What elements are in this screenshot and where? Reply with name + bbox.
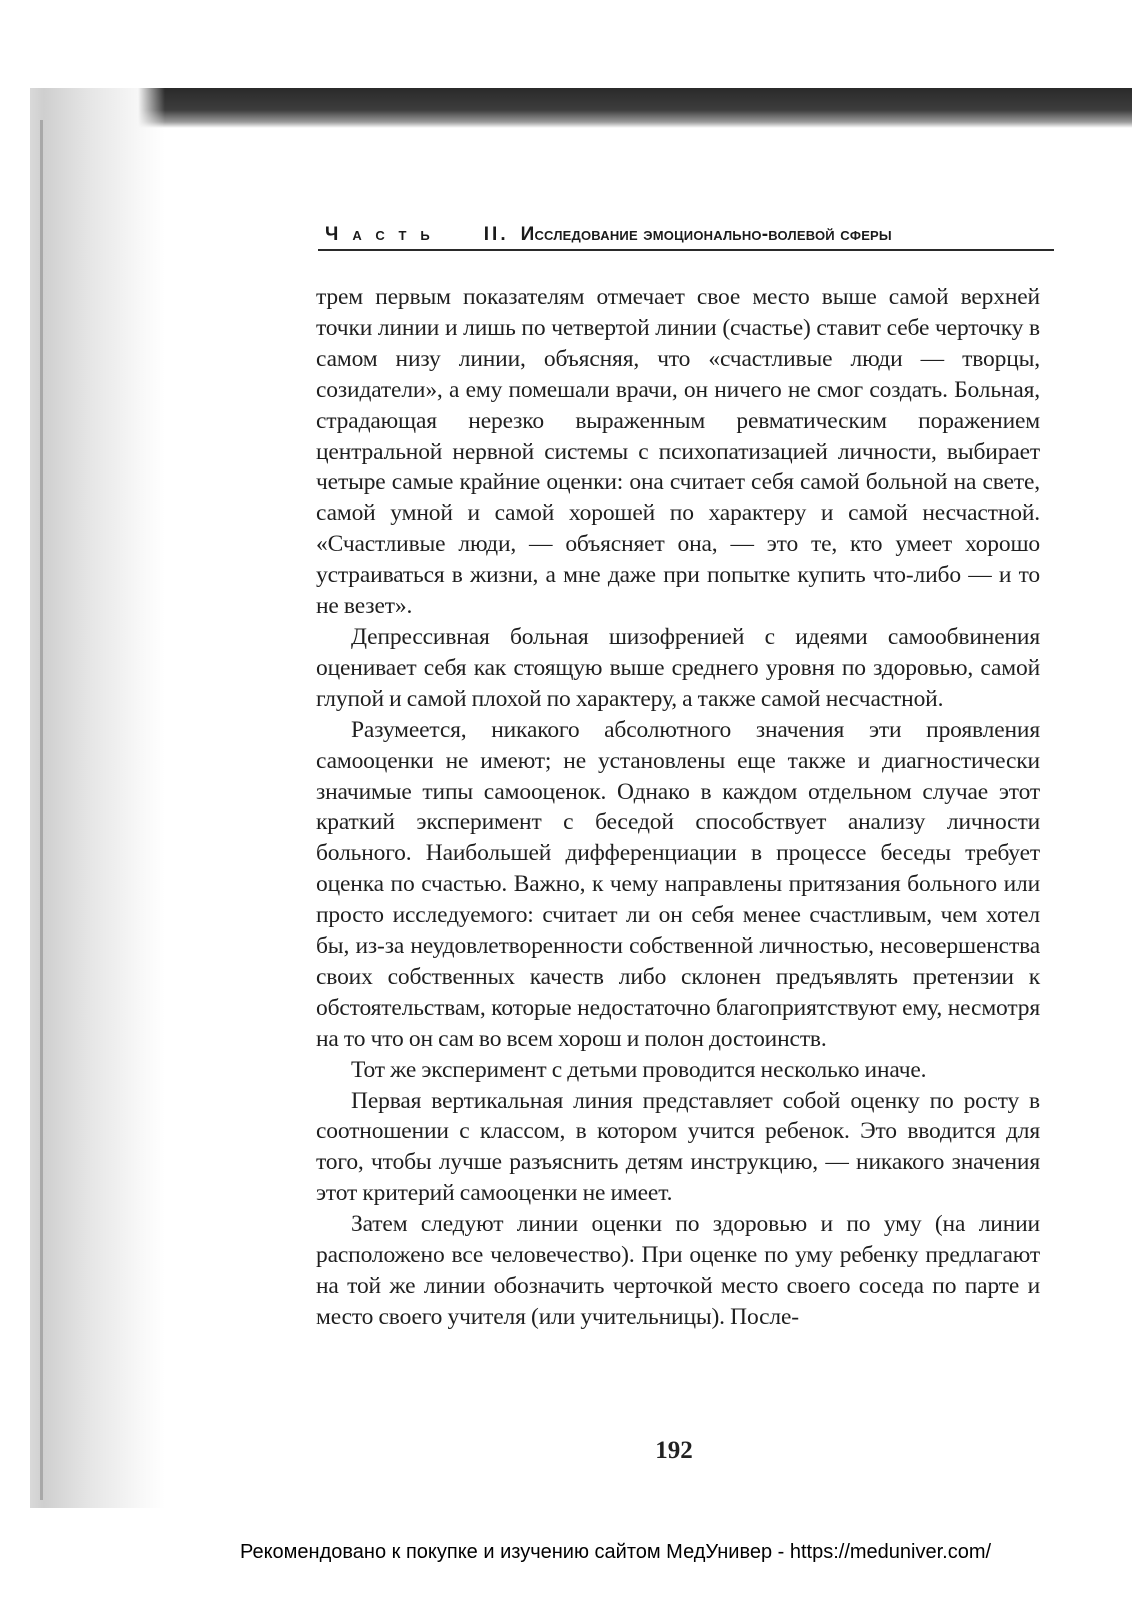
footer-note: Рекомендовано к покупке и изучению сайтом МедУнивер - https://meduniver.com/	[240, 1541, 992, 1563]
paragraph: Депрессивная больная шизофренией с идеями самообвинения оценивает себя как стоящую выше среднего уровня по здоровью, самой глупой и самой плохой по характеру, а также самой несчастной.	[316, 623, 1040, 712]
paragraph: Затем следуют линии оценки по здоровью и по уму (на линии расположено все человечество). При оценке по уму ребенку предлагают на той же линии обозначить черточкой место своего соседа по парте и место своего учителя (или учительницы). После-	[316, 1211, 1040, 1330]
running-header	[325, 216, 1052, 246]
page-number: 192	[655, 1437, 693, 1464]
body-text	[316, 282, 1040, 1333]
header-rule	[318, 249, 1054, 251]
paragraph: Первая вертикальная линия представляет собой оценку по росту в соотношении с классом, в котором учится ребенок. Это вводится для того, чтобы лучше разъяснить детям инструкцию, — никакого значения этот критерий самооценки не имеет.	[316, 1087, 1040, 1207]
paragraph: Разумеется, никакого абсолютного значения эти проявления самооценки не имеют; не установлены еще также и диагностически значимые типы самооценок. Однако в каждом отдельном случае этот краткий эксперимент с беседой способствует анализу личности больного. Наибольшей дифференциации в процессе беседы требует оценка по счастью. Важно, к чему направлены притязания больного или просто исследуемого: считает ли он себя менее счастливым, чем хотел бы, из-за неудовлетворенности собственной личностью, несовершенства своих собственных качеств либо склонен предъявлять претензии к обстоятельствам, которые недостаточно благоприятствуют ему, несмотря на то что он сам во всем хорош и полон достоинств.	[316, 716, 1040, 1052]
scan-shadow-gutter	[30, 88, 165, 1508]
header-part-word: Часть	[325, 224, 444, 245]
header-part-number: II.	[483, 224, 509, 245]
paragraph: трем первым показателям отмечает свое место выше самой верхней точки линии и лишь по четвертой линии (счастье) ставит себе черточку в самом низу линии, объясняя, что «счастливые люди — творцы, созидатели», а ему помешали врачи, он ничего не смог создать. Больная, страдающая нерезко выраженным ревматическим поражением центральной нервной системы с психопатизацией личности, выбирает четыре самые крайние оценки: она считает себя самой больной на свете, самой умной и самой хорошей по характеру и самой несчастной. «Счастливые люди, — объясняет она, — это те, кто умеет хорошо устраиваться в жизни, а мне даже при попытке купить что-либо — и то не везет».	[316, 284, 1040, 620]
header-section-title: Исследование эмоционально-волевой сферы	[520, 224, 892, 245]
paragraph: Тот же эксперимент с детьми проводится несколько иначе.	[351, 1056, 927, 1083]
scan-page-edge	[40, 120, 43, 1500]
scan-shadow-top	[30, 88, 1132, 128]
